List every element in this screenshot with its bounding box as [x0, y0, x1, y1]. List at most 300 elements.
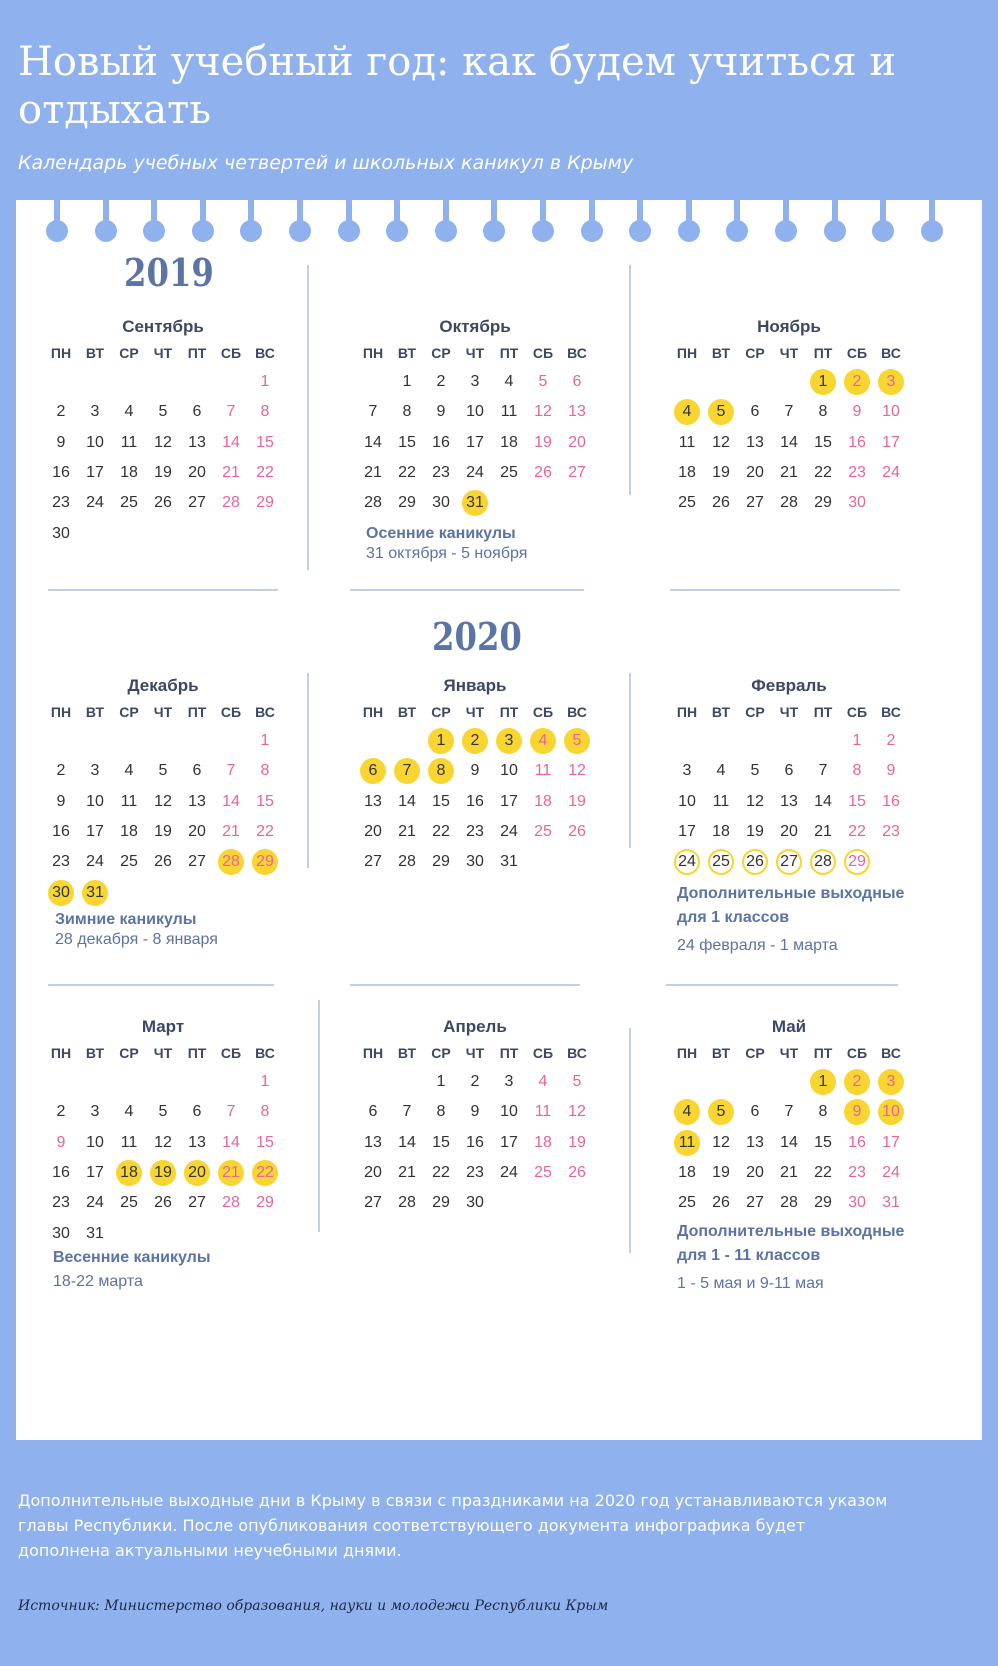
day-cell — [44, 817, 78, 847]
day-cell — [492, 1128, 526, 1158]
day-cell — [806, 1067, 840, 1097]
day-number: 20 — [188, 464, 206, 482]
day-cell — [424, 488, 458, 518]
day-cell — [704, 1158, 738, 1188]
note-dates: 1 - 5 мая и 9-11 мая — [677, 1275, 824, 1292]
day-cell — [112, 397, 146, 427]
weekday-header: ПТ — [187, 704, 207, 720]
day-cell — [492, 1097, 526, 1127]
weekday-header: СР — [119, 1045, 139, 1061]
spring-note — [53, 1246, 210, 1294]
weekday-header: ПТ — [499, 1045, 519, 1061]
day-number: 27 — [364, 853, 382, 871]
day-cell — [248, 488, 282, 518]
day-number: 14 — [222, 433, 240, 451]
day-cell — [78, 1218, 112, 1248]
weekday-header: ВТ — [397, 704, 417, 720]
binding-ring — [435, 220, 457, 242]
day-number: 25 — [678, 494, 696, 512]
day-cell — [492, 847, 526, 877]
weekday-header: СБ — [532, 1045, 554, 1061]
weekday-header: СБ — [220, 345, 242, 361]
day-number: 4 — [504, 373, 514, 391]
day-cell — [738, 1158, 772, 1188]
day-cell — [458, 847, 492, 877]
day-number: 12 — [154, 792, 172, 810]
day-cell — [492, 787, 526, 817]
day-number: 1 — [428, 728, 454, 754]
day-cell — [214, 1158, 248, 1188]
month-days — [44, 1039, 282, 1249]
day-number: 8 — [428, 758, 454, 784]
day-number: 12 — [746, 792, 764, 810]
weekday-header: СР — [431, 345, 451, 361]
day-number: 19 — [154, 823, 172, 841]
day-cell — [356, 1158, 390, 1188]
day-cell — [526, 726, 560, 756]
day-cell — [214, 458, 248, 488]
weekday-header: ПТ — [499, 345, 519, 361]
day-number: 22 — [814, 1164, 832, 1182]
day-number: 2 — [844, 1069, 870, 1095]
day-number: 21 — [398, 823, 416, 841]
day-cell — [772, 817, 806, 847]
day-cell — [874, 787, 908, 817]
day-number: 27 — [568, 464, 586, 482]
day-cell — [806, 847, 840, 877]
day-number: 3 — [90, 762, 100, 780]
winter-note — [55, 908, 218, 952]
day-number: 1 — [436, 1073, 446, 1091]
note-dates: 28 декабря - 8 января — [55, 931, 218, 948]
day-cell — [44, 847, 78, 877]
day-cell — [492, 458, 526, 488]
note-title: Весенние каникулы — [53, 1249, 211, 1266]
empty-cell — [704, 1067, 738, 1097]
day-number: 27 — [746, 1194, 764, 1212]
empty-cell — [356, 726, 390, 756]
day-cell — [840, 726, 874, 756]
day-number: 19 — [712, 464, 730, 482]
day-number: 20 — [780, 823, 798, 841]
day-cell — [670, 847, 704, 877]
day-cell — [390, 1188, 424, 1218]
day-number: 5 — [572, 1073, 582, 1091]
day-cell — [112, 1128, 146, 1158]
day-cell — [738, 428, 772, 458]
empty-cell — [772, 367, 806, 397]
day-number: 5 — [158, 1103, 168, 1121]
note-title: Дополнительные выходные — [677, 1223, 905, 1240]
day-cell — [390, 428, 424, 458]
day-number: 25 — [534, 1164, 552, 1182]
day-cell — [874, 367, 908, 397]
day-cell — [670, 756, 704, 786]
day-cell — [78, 1097, 112, 1127]
day-cell — [458, 458, 492, 488]
weekday-header: ВТ — [397, 345, 417, 361]
day-number: 14 — [780, 433, 798, 451]
day-number: 18 — [534, 792, 552, 810]
day-number: 24 — [882, 1164, 900, 1182]
day-cell — [112, 458, 146, 488]
day-cell — [356, 488, 390, 518]
day-number: 2 — [886, 732, 896, 750]
day-number: 21 — [780, 464, 798, 482]
day-number: 24 — [674, 849, 700, 875]
day-number: 19 — [712, 1164, 730, 1182]
day-number: 30 — [48, 880, 74, 906]
month-name: Апрель — [443, 1017, 507, 1036]
day-cell — [560, 1097, 594, 1127]
day-cell — [44, 1128, 78, 1158]
day-number: 16 — [848, 433, 866, 451]
day-cell — [806, 1097, 840, 1127]
day-cell — [214, 1097, 248, 1127]
empty-cell — [670, 1067, 704, 1097]
empty-cell — [112, 367, 146, 397]
day-cell — [874, 1097, 908, 1127]
day-number: 14 — [814, 792, 832, 810]
day-number: 17 — [86, 1164, 104, 1182]
day-number: 15 — [814, 1133, 832, 1151]
day-cell — [424, 458, 458, 488]
weekday-header: ВС — [881, 1045, 901, 1061]
month-days — [356, 698, 594, 877]
day-number: 30 — [848, 1194, 866, 1212]
month-days — [670, 1039, 908, 1218]
day-cell — [146, 488, 180, 518]
empty-cell — [78, 1067, 112, 1097]
day-cell — [526, 367, 560, 397]
day-number: 28 — [398, 853, 416, 871]
day-number: 11 — [120, 433, 138, 451]
day-cell — [458, 397, 492, 427]
day-cell — [112, 756, 146, 786]
weekday-header: ВС — [881, 704, 901, 720]
month-days — [44, 698, 282, 908]
day-number: 12 — [154, 433, 172, 451]
empty-cell — [806, 726, 840, 756]
binding-ring — [289, 220, 311, 242]
day-cell — [356, 1128, 390, 1158]
day-number: 23 — [848, 464, 866, 482]
day-number: 26 — [568, 1164, 586, 1182]
day-number: 13 — [188, 433, 206, 451]
day-cell — [458, 1128, 492, 1158]
day-number: 28 — [364, 494, 382, 512]
day-number: 12 — [568, 762, 586, 780]
day-cell — [772, 1188, 806, 1218]
day-cell — [44, 397, 78, 427]
day-number: 24 — [466, 464, 484, 482]
day-cell — [738, 1128, 772, 1158]
day-number: 22 — [814, 464, 832, 482]
day-cell — [112, 1097, 146, 1127]
day-number: 2 — [56, 403, 66, 421]
day-cell — [390, 488, 424, 518]
year-2020: 2020 — [432, 614, 522, 659]
day-number: 14 — [222, 792, 240, 810]
day-cell — [840, 1067, 874, 1097]
day-number: 15 — [814, 433, 832, 451]
weekday-header: ЧТ — [779, 704, 799, 720]
day-cell — [738, 756, 772, 786]
divider — [48, 984, 274, 986]
day-cell — [492, 367, 526, 397]
day-cell — [78, 877, 112, 907]
weekday-header: ВС — [255, 345, 275, 361]
day-number: 29 — [398, 494, 416, 512]
day-number: 25 — [120, 494, 138, 512]
day-cell — [874, 397, 908, 427]
empty-cell — [214, 1067, 248, 1097]
day-number: 25 — [708, 849, 734, 875]
day-cell — [214, 397, 248, 427]
day-cell — [806, 1158, 840, 1188]
empty-cell — [44, 726, 78, 756]
weekday-header: СР — [119, 704, 139, 720]
day-number: 25 — [120, 1194, 138, 1212]
day-number: 27 — [364, 1194, 382, 1212]
day-cell — [248, 756, 282, 786]
empty-cell — [670, 726, 704, 756]
day-cell — [356, 1097, 390, 1127]
day-number: 26 — [742, 849, 768, 875]
day-number: 16 — [466, 1133, 484, 1151]
day-cell — [390, 847, 424, 877]
day-number: 31 — [882, 1194, 900, 1212]
day-number: 5 — [708, 399, 734, 425]
weekday-header: ВС — [255, 1045, 275, 1061]
day-cell — [180, 847, 214, 877]
day-number: 28 — [222, 494, 240, 512]
weekday-header: ПН — [362, 704, 384, 720]
day-cell — [424, 1067, 458, 1097]
day-number: 6 — [750, 403, 760, 421]
day-cell — [526, 1158, 560, 1188]
day-number: 17 — [678, 823, 696, 841]
day-number: 3 — [90, 403, 100, 421]
day-number: 10 — [878, 1099, 904, 1125]
day-cell — [458, 367, 492, 397]
month-name: Февраль — [751, 676, 827, 695]
empty-cell — [112, 726, 146, 756]
day-number: 5 — [708, 1099, 734, 1125]
day-cell — [670, 1128, 704, 1158]
empty-cell — [772, 726, 806, 756]
day-cell — [248, 1158, 282, 1188]
day-number: 17 — [466, 433, 484, 451]
day-cell — [180, 1158, 214, 1188]
binding-ring — [775, 220, 797, 242]
day-number: 1 — [260, 1073, 270, 1091]
day-number: 14 — [780, 1133, 798, 1151]
day-cell — [248, 1188, 282, 1218]
day-number: 23 — [466, 823, 484, 841]
weekday-header: ЧТ — [153, 345, 173, 361]
day-number: 19 — [534, 433, 552, 451]
day-cell — [670, 428, 704, 458]
weekday-header: ПН — [362, 345, 384, 361]
day-cell — [248, 817, 282, 847]
month-1 — [44, 315, 282, 549]
month-name: Октябрь — [439, 317, 511, 336]
weekday-header: ЧТ — [465, 345, 485, 361]
day-cell — [840, 1158, 874, 1188]
day-cell — [772, 1097, 806, 1127]
day-number: 19 — [746, 823, 764, 841]
day-cell — [492, 397, 526, 427]
day-cell — [458, 488, 492, 518]
day-cell — [78, 1158, 112, 1188]
day-number: 13 — [568, 403, 586, 421]
day-number: 13 — [364, 792, 382, 810]
day-number: 10 — [882, 403, 900, 421]
month-name: Май — [771, 1017, 807, 1036]
day-cell — [772, 1128, 806, 1158]
day-number: 19 — [568, 792, 586, 810]
day-number: 29 — [814, 494, 832, 512]
day-number: 12 — [568, 1103, 586, 1121]
day-number: 28 — [398, 1194, 416, 1212]
day-number: 1 — [810, 369, 836, 395]
day-number: 11 — [534, 762, 552, 780]
day-cell — [840, 1097, 874, 1127]
empty-cell — [146, 726, 180, 756]
day-cell — [560, 1128, 594, 1158]
day-cell — [526, 1067, 560, 1097]
month-days — [356, 1039, 594, 1218]
day-cell — [146, 458, 180, 488]
day-number: 28 — [810, 849, 836, 875]
day-cell — [44, 518, 78, 548]
weekday-header: СБ — [220, 704, 242, 720]
month-name: Сентябрь — [122, 317, 204, 336]
month-2 — [356, 315, 594, 518]
day-number: 4 — [530, 728, 556, 754]
day-cell — [424, 817, 458, 847]
day-cell — [390, 1158, 424, 1188]
day-number: 6 — [192, 1103, 202, 1121]
day-number: 1 — [260, 373, 270, 391]
day-cell — [492, 428, 526, 458]
divider — [307, 265, 309, 570]
day-cell — [704, 397, 738, 427]
day-number: 4 — [124, 1103, 134, 1121]
day-number: 27 — [188, 494, 206, 512]
day-cell — [560, 1067, 594, 1097]
empty-cell — [78, 726, 112, 756]
day-number: 15 — [398, 433, 416, 451]
day-number: 25 — [120, 853, 138, 871]
day-number: 3 — [90, 1103, 100, 1121]
day-number: 20 — [746, 464, 764, 482]
day-cell — [704, 756, 738, 786]
day-cell — [248, 397, 282, 427]
day-cell — [738, 1188, 772, 1218]
day-number: 31 — [462, 490, 488, 516]
day-number: 15 — [256, 1133, 274, 1151]
day-number: 12 — [154, 1133, 172, 1151]
day-number: 11 — [120, 1133, 138, 1151]
empty-cell — [704, 367, 738, 397]
day-cell — [492, 817, 526, 847]
day-cell — [146, 1188, 180, 1218]
day-cell — [738, 488, 772, 518]
day-cell — [526, 428, 560, 458]
day-cell — [772, 458, 806, 488]
day-cell — [390, 787, 424, 817]
day-number: 18 — [534, 1133, 552, 1151]
day-cell — [670, 397, 704, 427]
day-cell — [874, 1067, 908, 1097]
day-number: 29 — [432, 1194, 450, 1212]
day-number: 7 — [394, 758, 420, 784]
day-cell — [840, 847, 874, 877]
day-number: 26 — [712, 1194, 730, 1212]
day-number: 23 — [52, 1194, 70, 1212]
day-cell — [874, 458, 908, 488]
day-number: 5 — [750, 762, 760, 780]
day-number: 20 — [184, 1160, 210, 1186]
day-cell — [840, 428, 874, 458]
day-number: 4 — [538, 1073, 548, 1091]
day-cell — [874, 817, 908, 847]
note-dates: 18-22 марта — [53, 1273, 143, 1290]
day-number: 21 — [780, 1164, 798, 1182]
day-cell — [390, 756, 424, 786]
day-cell — [704, 428, 738, 458]
day-cell — [356, 1188, 390, 1218]
day-number: 12 — [712, 433, 730, 451]
weekday-header: СБ — [220, 1045, 242, 1061]
day-cell — [560, 367, 594, 397]
day-cell — [458, 1097, 492, 1127]
day-cell — [214, 1188, 248, 1218]
day-cell — [78, 397, 112, 427]
empty-cell — [44, 1067, 78, 1097]
day-number: 28 — [218, 849, 244, 875]
weekday-header: ВТ — [711, 345, 731, 361]
empty-cell — [356, 367, 390, 397]
day-number: 20 — [746, 1164, 764, 1182]
day-cell — [78, 1128, 112, 1158]
day-cell — [840, 367, 874, 397]
day-number: 20 — [364, 1164, 382, 1182]
empty-cell — [146, 367, 180, 397]
month-days — [670, 698, 908, 877]
empty-cell — [738, 726, 772, 756]
day-number: 2 — [462, 728, 488, 754]
day-cell — [214, 847, 248, 877]
weekday-header: ВТ — [85, 704, 105, 720]
weekday-header: ПН — [50, 1045, 72, 1061]
binding-ring — [95, 220, 117, 242]
day-cell — [146, 787, 180, 817]
weekday-header: ПТ — [187, 1045, 207, 1061]
divider — [629, 265, 631, 495]
day-number: 26 — [154, 494, 172, 512]
day-cell — [704, 458, 738, 488]
month-7 — [44, 1015, 282, 1249]
day-number: 9 — [56, 1133, 66, 1151]
day-number: 12 — [534, 403, 552, 421]
day-number: 16 — [52, 464, 70, 482]
weekday-header: ПН — [676, 1045, 698, 1061]
day-number: 26 — [712, 494, 730, 512]
day-number: 10 — [466, 403, 484, 421]
